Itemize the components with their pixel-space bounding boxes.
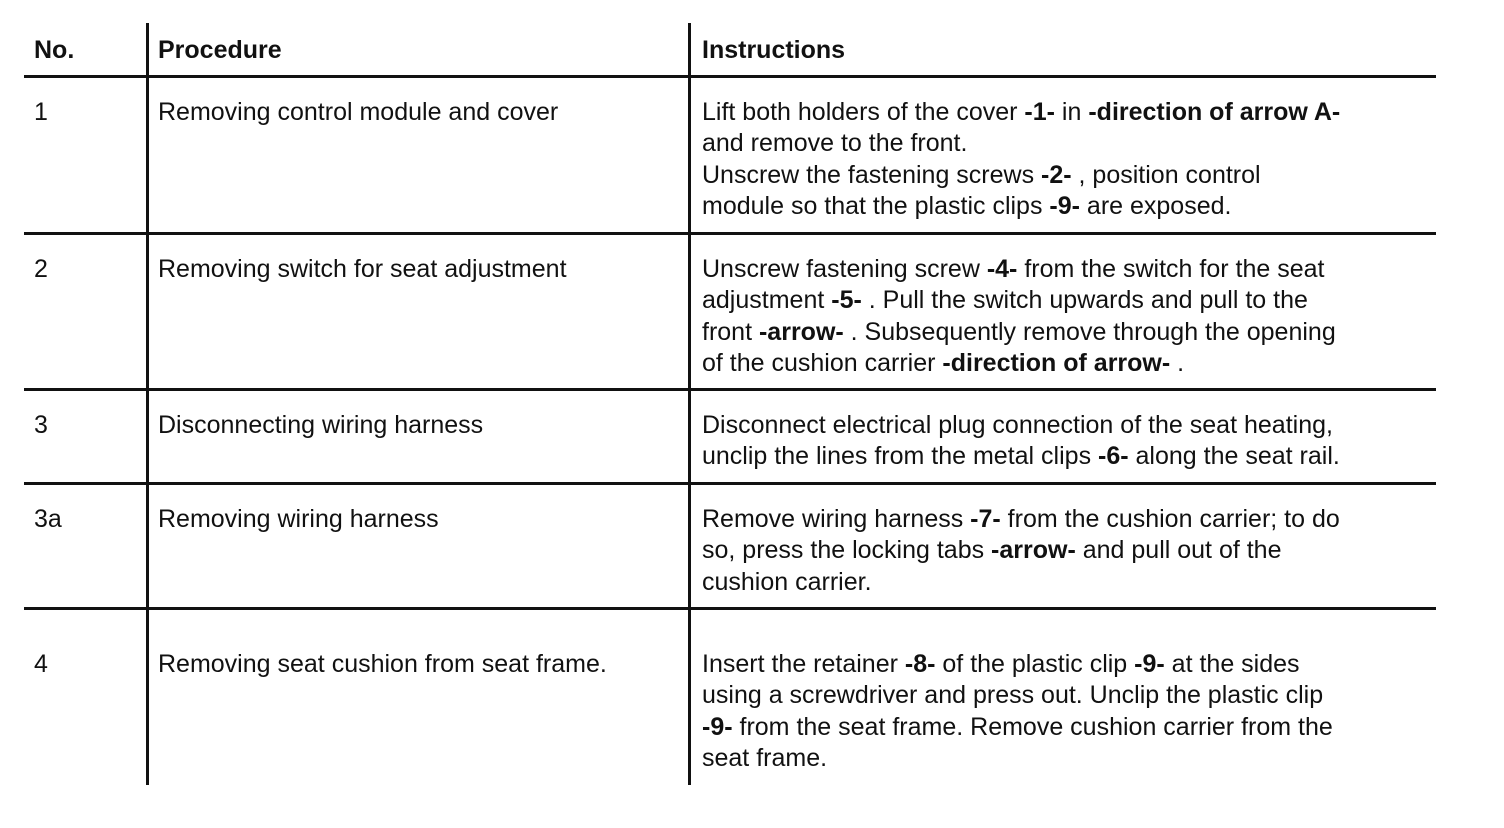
instruction-text: of the plastic clip (935, 650, 1135, 678)
row-divider (24, 482, 1436, 485)
instruction-text: Insert the retainer (702, 650, 905, 678)
instruction-text: . Subsequently remove through the opening (843, 317, 1336, 346)
instruction-text: are exposed. (1079, 191, 1232, 220)
instruction-text: . (1170, 348, 1185, 377)
row-procedure: Removing switch for seat adjustment (158, 255, 567, 283)
instruction-text: Remove wiring harness (702, 505, 971, 533)
instruction-line (702, 712, 1430, 743)
instruction-text: Unscrew fastening screw (702, 255, 987, 283)
row-instructions (702, 649, 1430, 774)
instruction-line (702, 535, 1430, 566)
instruction-text: at the sides (1164, 650, 1300, 678)
instruction-text: front (702, 317, 759, 346)
row-number: 4 (34, 650, 48, 678)
instruction-line (702, 348, 1430, 379)
callout-reference: -direction of arrow A- (1088, 98, 1341, 126)
instruction-line (702, 504, 1430, 535)
callout-reference: -arrow- (991, 536, 1076, 565)
callout-reference: -direction of arrow- (942, 348, 1171, 377)
instruction-text: Disconnect electrical plug connection of the seat heating, (702, 411, 1333, 439)
instruction-text: adjustment (702, 286, 832, 315)
instruction-text: and pull out of the (1075, 536, 1282, 565)
instruction-text: using a screwdriver and press out. Unclip the plastic clip (702, 681, 1324, 710)
row-instructions (702, 504, 1430, 598)
instruction-text: along the seat rail. (1128, 442, 1340, 471)
instruction-text: unclip the lines from the metal clips (702, 442, 1099, 471)
row-number: 1 (34, 98, 48, 126)
instruction-text: Unscrew the fastening screws (702, 160, 1042, 189)
header-procedure: Procedure (158, 36, 282, 64)
header-divider (24, 75, 1436, 78)
instruction-text: , position control (1071, 160, 1261, 189)
callout-reference: -8- (904, 650, 936, 678)
callout-reference: -9- (1049, 191, 1080, 220)
callout-reference: -4- (986, 255, 1018, 283)
callout-reference: -9- (702, 712, 733, 741)
instruction-line (702, 680, 1430, 711)
instruction-text: from the cushion carrier; to do (1000, 505, 1340, 533)
instruction-text: Lift both holders of the cover (702, 98, 1025, 126)
instruction-text: cushion carrier. (702, 567, 872, 596)
instruction-text: from the seat frame. Remove cushion carrier from the (732, 712, 1333, 741)
row-divider (24, 232, 1436, 235)
row-instructions (702, 97, 1430, 222)
row-divider (24, 607, 1436, 610)
row-instructions (702, 254, 1430, 379)
callout-reference: -7- (970, 505, 1001, 533)
callout-reference: -arrow- (758, 317, 844, 346)
instruction-line (702, 317, 1430, 348)
instruction-line (702, 160, 1430, 191)
instruction-text: . Pull the switch upwards and pull to the (861, 286, 1308, 315)
instruction-line (702, 128, 1430, 159)
column-divider (146, 23, 149, 785)
instruction-text: module so that the plastic clips (702, 191, 1050, 220)
row-procedure: Removing control module and cover (158, 98, 559, 126)
row-procedure: Removing wiring harness (158, 505, 439, 533)
header-instructions: Instructions (702, 36, 846, 64)
callout-reference: -6- (1098, 442, 1129, 471)
callout-reference: -2- (1041, 160, 1072, 189)
instruction-text: from the switch for the seat (1017, 255, 1325, 283)
instruction-text: of the cushion carrier (702, 348, 943, 377)
row-instructions (702, 410, 1430, 473)
instruction-line (702, 285, 1430, 316)
callout-reference: -9- (1134, 650, 1165, 678)
instruction-line (702, 254, 1430, 285)
row-procedure: Disconnecting wiring harness (158, 411, 484, 439)
instruction-line (702, 191, 1430, 222)
instruction-line (702, 441, 1430, 472)
instruction-text: in (1054, 98, 1089, 126)
row-number: 2 (34, 255, 48, 283)
instruction-line (702, 743, 1430, 774)
row-number: 3 (34, 411, 48, 439)
column-divider (688, 23, 691, 785)
instruction-line (702, 567, 1430, 598)
instruction-line (702, 97, 1430, 128)
instruction-text: seat frame. (702, 743, 828, 772)
row-number: 3a (34, 505, 62, 533)
instruction-text: so, press the locking tabs (702, 536, 992, 565)
row-divider (24, 388, 1436, 391)
header-no: No. (34, 36, 75, 64)
row-procedure: Removing seat cushion from seat frame. (158, 650, 607, 678)
instruction-line (702, 649, 1430, 680)
callout-reference: -1- (1024, 98, 1055, 126)
instruction-text: and remove to the front. (702, 129, 968, 158)
callout-reference: -5- (831, 286, 862, 315)
instruction-line (702, 410, 1430, 441)
